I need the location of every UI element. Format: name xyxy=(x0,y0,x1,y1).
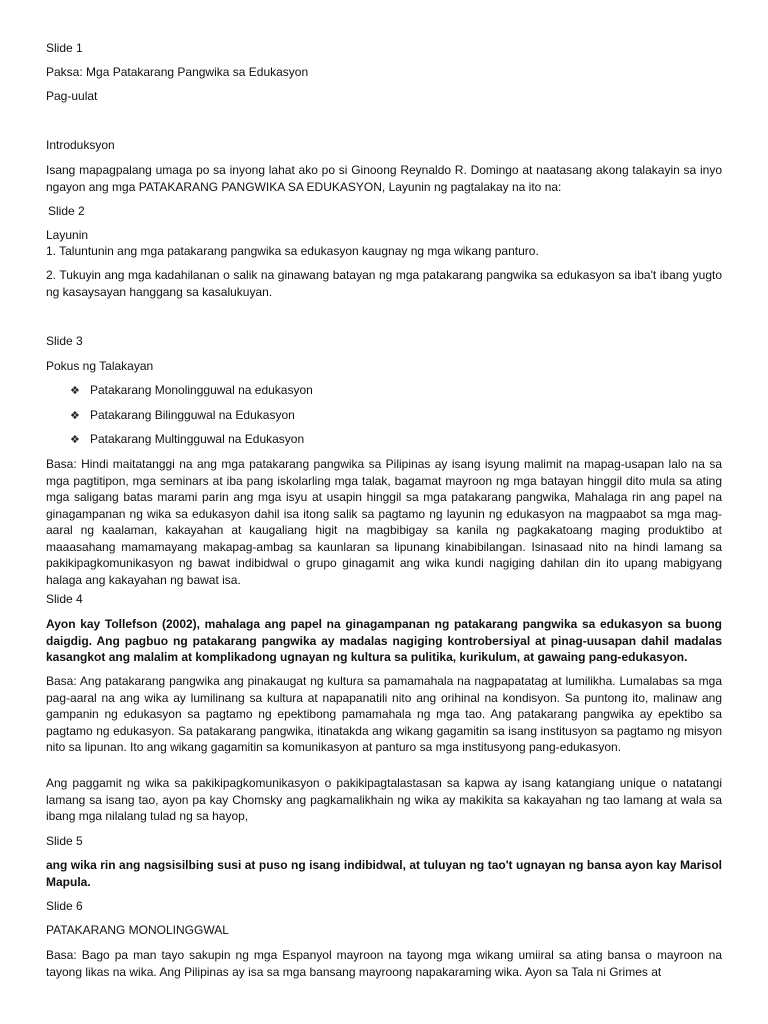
focus-heading: Pokus ng Talakayan xyxy=(46,359,154,373)
objective-1: 1. Taluntunin ang mga patakarang pangwika sa edukasyon kaugnay ng mga wikang panturo. xyxy=(46,244,539,258)
report-line: Pag-uulat xyxy=(46,89,98,103)
slide-6-label: Slide 6 xyxy=(46,899,83,913)
slide-1-label: Slide 1 xyxy=(46,41,83,55)
introduction-heading: Introduksyon xyxy=(46,138,115,152)
slide-4-reading: Basa: Ang patakarang pangwika ang pinakaugat ng kultura sa pamamahala na nagpapatatag at lumilikha. Lumalabas sa mga pag-aaral na ang wika ay lumilinang sa kultura at napapanatili nito ang orihinal na kondisyon. Sa puntong ito, malinaw ang gampanin ng edukasyon sa pagtamo ng epektibong pamamahala ng mga tao. Ang patakarang pangwika ay epektibo sa pagtamo ng edukasyon. Sa patakarang pangwika, itinatakda ang wikang gagamitin sa isang institusyon sa pagtamo ng misyon nito sa lipunan. Ito ang wikang gagamitin sa komunikasyon at panturo sa mga institusyong pang-edukasyon. xyxy=(46,674,722,754)
objectives-heading: Layunin xyxy=(46,228,89,242)
topic-line: Paksa: Mga Patakarang Pangwika sa Edukasyon xyxy=(46,65,309,79)
slide-5-bold-paragraph: ang wika rin ang nagsisilbing susi at puso ng isang indibidwal, at tuluyan ng tao't ugnayan ng bansa ayon kay Marisol Mapula. xyxy=(46,858,722,889)
diamond-bullet-icon: ❖ xyxy=(70,434,80,446)
monolingual-heading: PATAKARANG MONOLINGGWAL xyxy=(46,923,229,937)
slide-3-label: Slide 3 xyxy=(46,334,83,348)
objective-2: 2. Tukuyin ang mga kadahilanan o salik na ginawang batayan ng mga patakarang pangwika sa edukasyon sa iba't ibang yugto ng kasaysayan hanggang sa kasalukuyan. xyxy=(46,268,722,299)
focus-item-2: ❖ Patakarang Bilingguwal na Edukasyon xyxy=(70,408,295,422)
slide-6-reading: Basa: Bago pa man tayo sakupin ng mga Espanyol mayroon na tayong mga wikang umiiral sa ating bansa o mayroon na tayong likas na wika. Ang Pilipinas ay isa sa mga bansang mayroong napakaraming wika. Ayon sa Tala ni Grimes at xyxy=(46,948,722,979)
introduction-paragraph: Isang mapagpalang umaga po sa inyong lahat ako po si Ginoong Reynaldo R. Domingo at naatasang akong talakayin sa inyo ngayon ang mga PATAKARANG PANGWIKA SA EDUKASYON, Layunin ng pagtalakay na ito na: xyxy=(46,163,722,194)
slide-4-label: Slide 4 xyxy=(46,592,83,606)
slide-2-label: Slide 2 xyxy=(48,204,85,218)
diamond-bullet-icon: ❖ xyxy=(70,410,80,422)
slide-4-bold-paragraph: Ayon kay Tollefson (2002), mahalaga ang papel na ginagampanan ng patakarang pangwika sa edukasyon sa buong daigdig. Ang pagbuo ng patakarang pangwika ay madalas nagiging kontrobersiyal at pinag-uusapan dahil madalas kasangkot ang malalim at komplikadong ugnayan ng kultura sa pulitika, kurikulum, at gawaing pang-edukasyon. xyxy=(46,617,722,664)
slide-3-reading: Basa: Hindi maitatanggi na ang mga patakarang pangwika sa Pilipinas ay isang isyung malimit na mapag-usapan lalo na sa mga pagtitipon, mga seminars at iba pang iskolarling mga talak, bagamat mayroon ng mga batayan hinggil dito mula sa ating mga saligang batas marami parin ang mga isyu at usapin hinggil sa mga patakarang pangwika, Mahalaga rin ang papel na ginagampanan ng wika sa edukasyon dahil isa itong salik sa pagtamo ng layunin ng edukasyon na magpaabot sa mga mag-aaral ng kaalaman, kakayahan at kaugaliang higit na magbibigay sa kanila ng pagkakatoang maging produktibo at maaasahang mamamayang makapag-ambag sa kaunlaran sa lipunang kinabibilangan. Isinasaad nito na hindi lamang sa pakikipagkomunikasyon ng bawat indibidwal o grupo ginagamit ang wika kundi nagiging dahilan din ito upang mabigyang halaga ang kakayahan ng bawat isa. xyxy=(46,457,722,587)
diamond-bullet-icon: ❖ xyxy=(70,385,80,397)
focus-item-3: ❖ Patakarang Multingguwal na Edukasyon xyxy=(70,432,305,446)
focus-item-1: ❖ Patakarang Monolingguwal na edukasyon xyxy=(70,383,313,397)
slide-5-label: Slide 5 xyxy=(46,834,83,848)
slide-4-paragraph-2: Ang paggamit ng wika sa pakikipagkomunikasyon o pakikipagtalastasan sa kapwa ay isang katangiang unique o natatangi lamang sa isang tao, ayon pa kay Chomsky ang pagkamalikhain ng wika ay makikita sa kakayahan ng tao lamang at wala sa ibang mga nilalang tulad ng sa hayop, xyxy=(46,776,722,823)
